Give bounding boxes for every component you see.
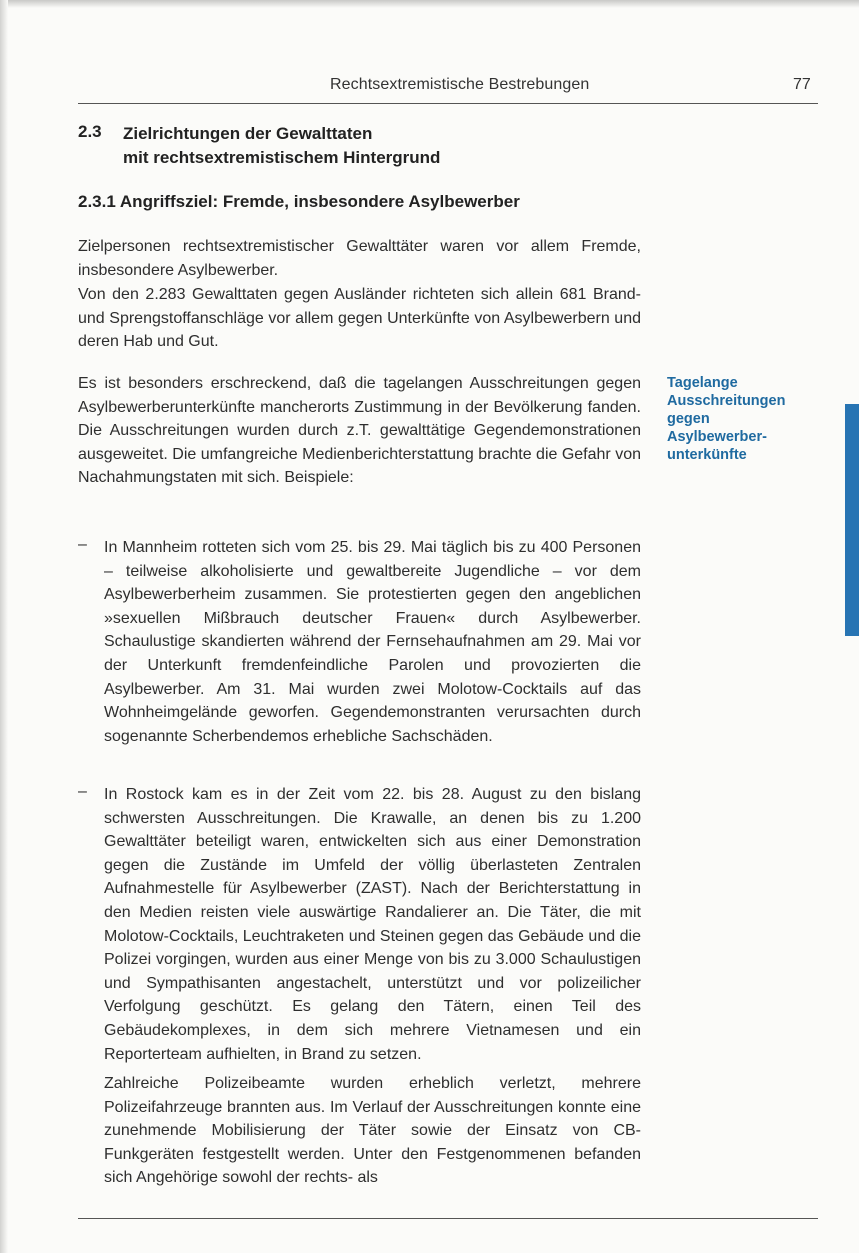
paragraph-2: Von den 2.283 Gewalttaten gegen Ausländer richteten sich allein 681 Brand- und Sprengstoffanschläge vor allem gegen Unterkünfte von Asylbewerbern und deren Hab und Gut. [78,286,641,351]
section-title-line-2: mit rechtsextremistischem Hintergrund [123,148,441,167]
paragraph-1: Zielpersonen rechtsextremistischer Gewalttäter waren vor allem Fremde, insbesondere Asylbewerber. [78,238,641,279]
section-title [123,122,440,170]
running-title: Rechtsextremistische Bestrebungen [330,76,590,93]
margin-note: Tagelange Ausschreitungen gegen Asylbewerber- unterkünfte [667,375,786,463]
section-title-line-1: Zielrichtungen der Gewalttaten [123,124,373,143]
section-number: 2.3 [78,122,102,141]
bullet-rostock: In Rostock kam es in der Zeit vom 22. bis 28. August zu den bislang schwersten Ausschreitungen. Die Krawalle, an denen bis zu 1.200 Gewalttäter beteiligt waren, entwickelten sich aus einer Demonstration gegen die Zustände im Umfeld der völlig überlasteten Zentralen Aufnahmestelle für Asylbewerber (ZAST). Nach der Berichterstattung in den Medien reisten viele auswärtige Randalierer an. Die Täter, die mit Molotow-Cocktails, Leuchtraketen und Steinen gegen das Gebäude und die Polizei vorgingen, wurden aus einer Menge von bis zu 3.000 Schaulustigen und Sympathisanten angestachelt, unterstützt und vor polizeilicher Verfolgung geschützt. Es gelang den Tätern, einen Teil des Gebäudekomplexes, in dem sich mehrere Vietnamesen und ein Reporterteam aufhielten, in Brand zu setzen. [104,786,641,1063]
subsection-title: 2.3.1 Angriffsziel: Fremde, insbesondere Asylbewerber [78,192,520,211]
chapter-thumb-tab [845,404,859,636]
header-rule [78,103,818,104]
page-number: 77 [793,76,811,93]
bullet-mannheim: In Mannheim rotteten sich vom 25. bis 29. Mai täglich bis zu 400 Personen – teilweise alkoholisierte und gewaltbereite Jugendliche – vor dem Asylbewerberheim zusammen. Sie protestierten gegen den angeblichen »sexuellen Mißbrauch deutscher Frauen« durch Asylbewerber. Schaulustige skandierten während der Fernsehaufnahmen am 29. Mai vor der Unterkunft fremdenfeindliche Parolen und provozierten die Asylbewerber. Am 31. Mai wurden zwei Molotow-Cocktails auf das Wohnheimgelände geworfen. Gegendemonstranten verursachten durch sogenannte Scherbendemos erhebliche Sachschäden. [104,539,641,745]
paragraph-3: Es ist besonders erschreckend, daß die tagelangen Ausschreitungen gegen Asylbewerberunterkünfte mancherorts Zustimmung in der Bevölkerung fanden. Die Ausschreitungen wurden durch z.T. gewalttätige Gegendemonstrationen ausgeweitet. Die umfangreiche Medienberichterstattung brachte die Gefahr von Nachahmungstaten mit sich. Beispiele: [78,375,641,487]
bullet-dash-2: – [78,783,87,800]
scan-left-shadow [0,0,8,1253]
paragraph-4: Zahlreiche Polizeibeamte wurden erheblich verletzt, mehrere Polizeifahrzeuge brannten aus. Im Verlauf der Ausschreitungen konnte eine zunehmende Mobilisierung der Täter sowie der Einsatz von CB-Funkgeräten festgestellt werden. Unter den Festgenommenen befanden sich Angehörige sowohl der rechts- als [104,1075,641,1187]
scan-top-shadow [0,0,859,8]
bullet-dash-1: – [78,536,87,553]
footer-rule [78,1218,818,1219]
